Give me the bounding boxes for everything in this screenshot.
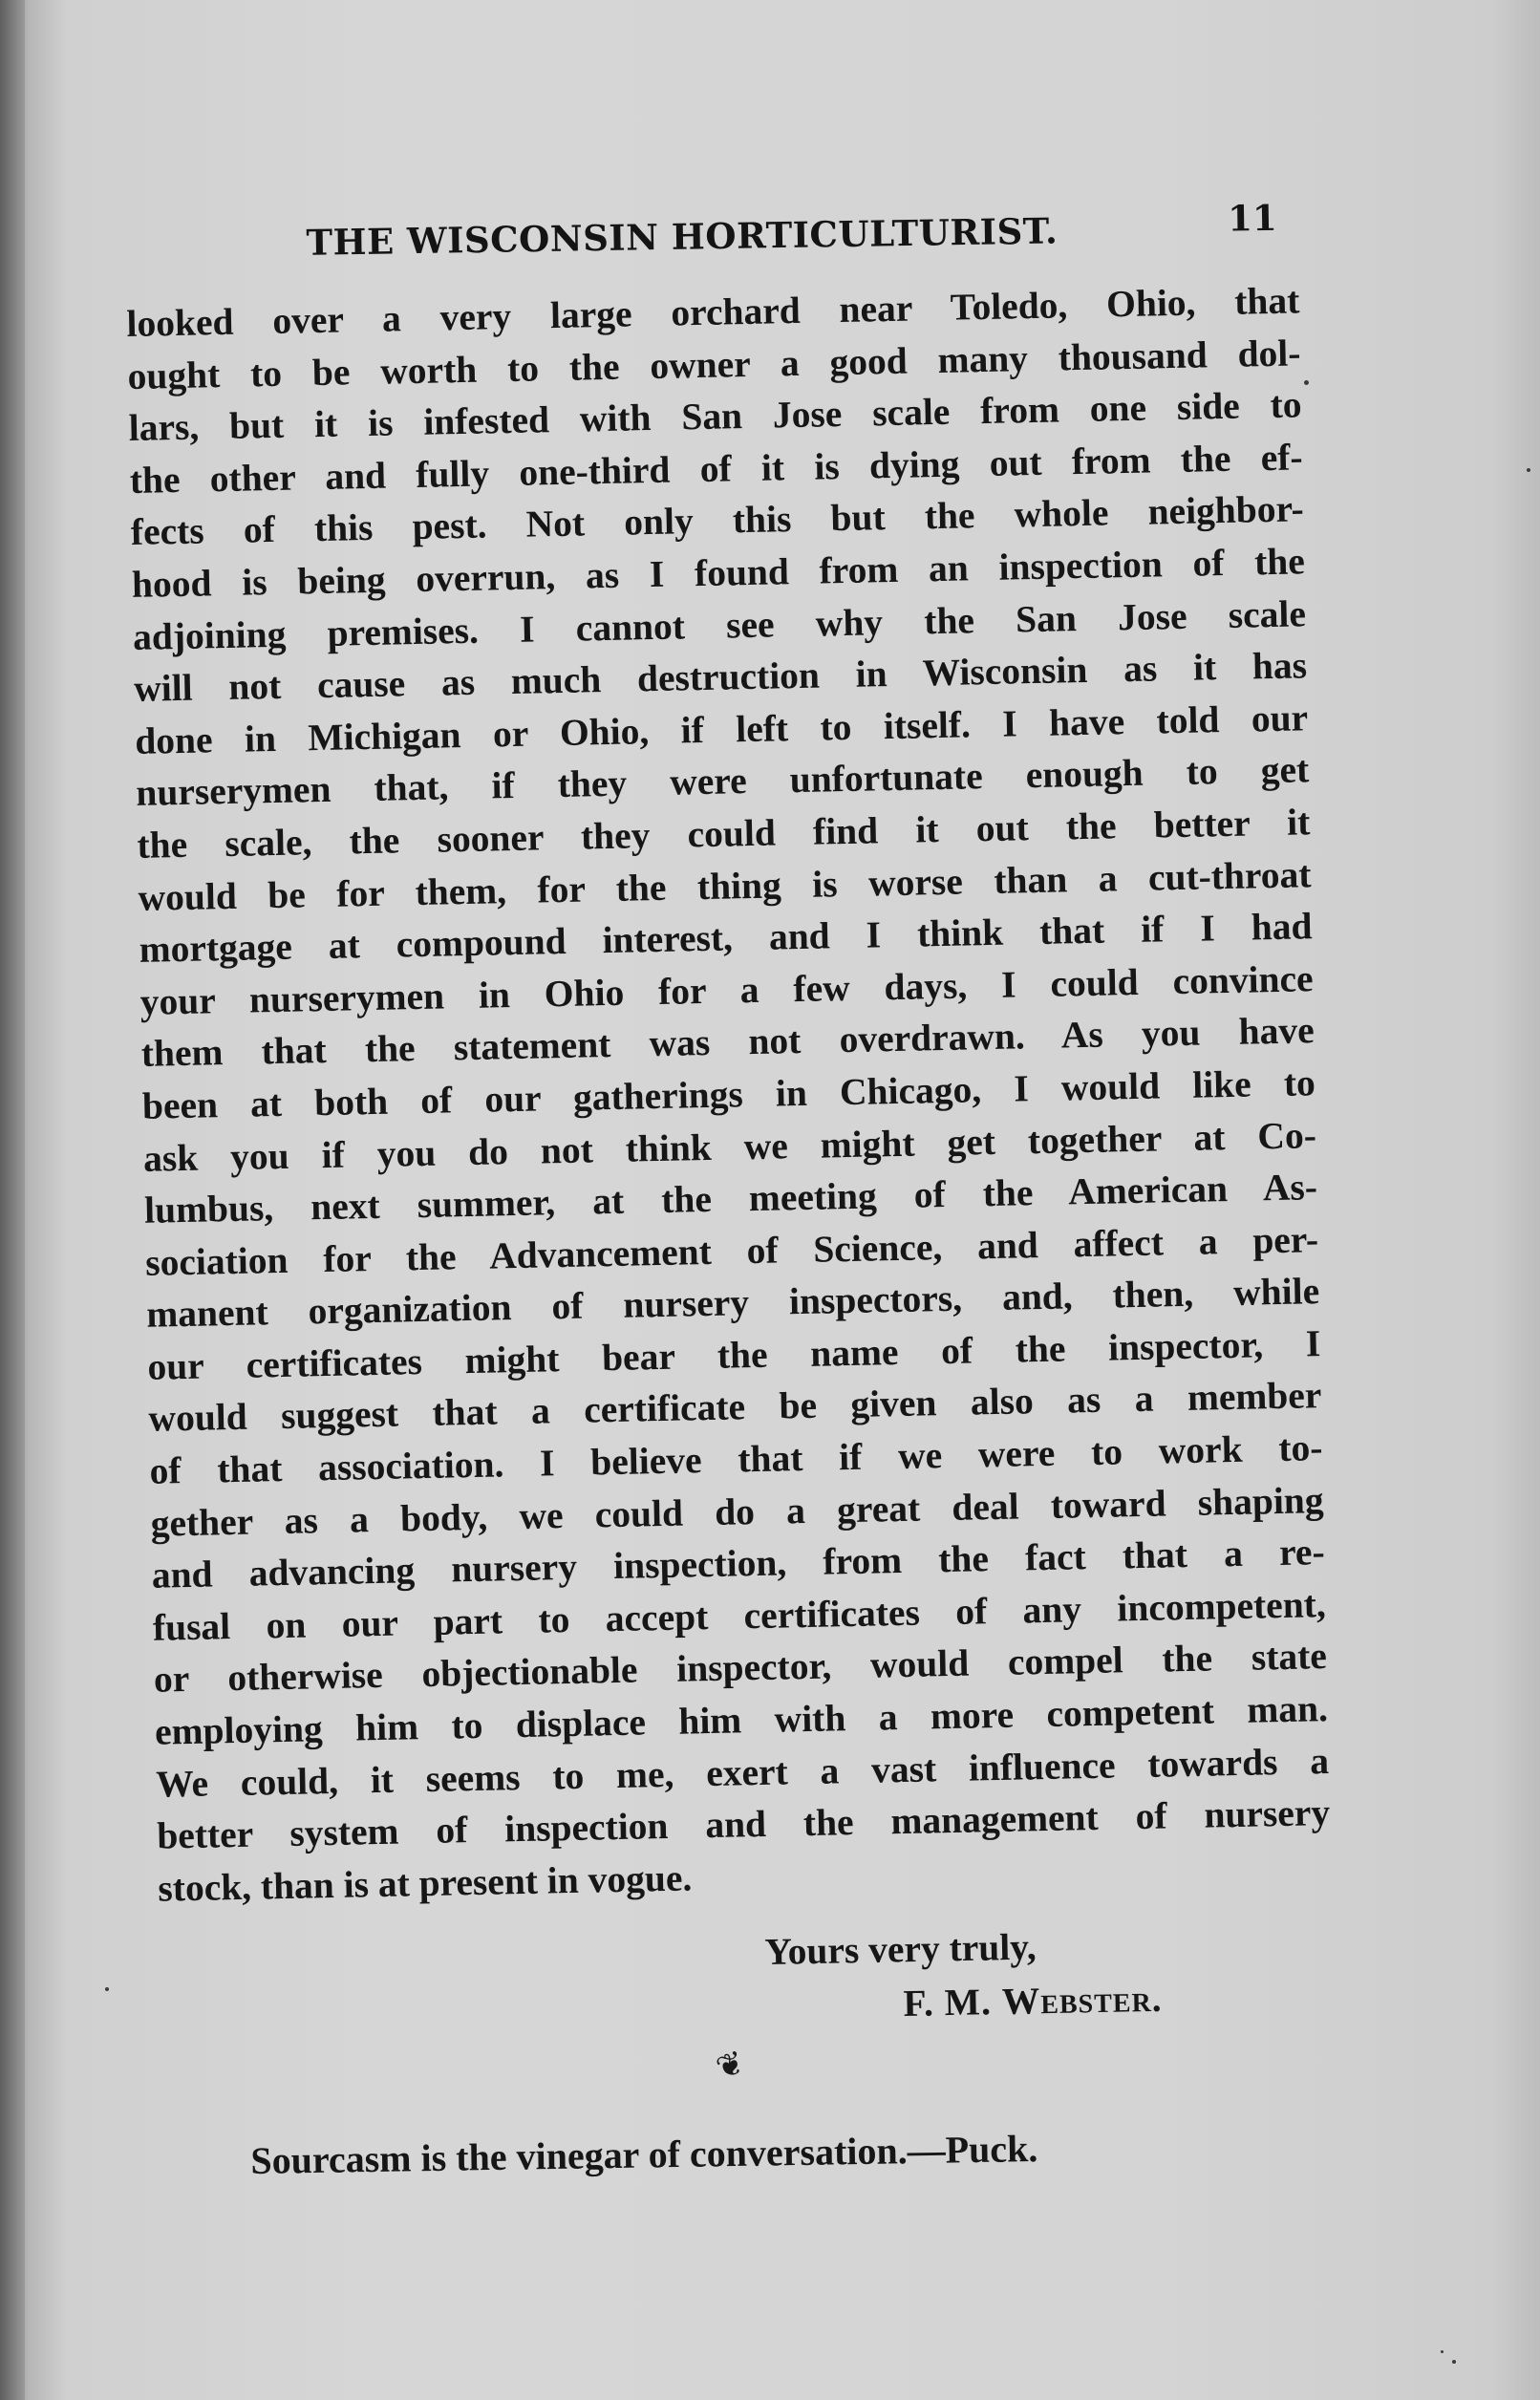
print-speck xyxy=(1304,380,1309,385)
text-line: will not cause as much destruction in Wisconsin as it has xyxy=(133,644,1308,711)
text-line: manent organization of nursery inspectors, and, then, while xyxy=(145,1270,1320,1337)
letter-signature xyxy=(903,1972,1381,2025)
text-line: ought to be worth to the owner a good many thousand dol- xyxy=(127,331,1301,397)
text-line: done in Michigan or Ohio, if left to itself. I have told our xyxy=(134,696,1309,762)
text-line: would suggest that a certificate be given also as a member xyxy=(148,1374,1322,1441)
text-line: of that association. I believe that if we were to work to- xyxy=(149,1426,1323,1492)
text-line: your nurserymen in Ohio for a few days, I could convince xyxy=(139,956,1314,1023)
text-line: or otherwise objectionable inspector, would compel the state xyxy=(153,1635,1328,1702)
page-number: 11 xyxy=(1227,196,1278,240)
letter-body xyxy=(126,274,1332,1915)
print-speck xyxy=(105,1987,109,1991)
text-line: fusal on our part to accept certificates of any incompetent, xyxy=(152,1582,1327,1649)
letter-closing: Yours very truly, xyxy=(764,1925,1037,1973)
text-line: been at both of our gatherings in Chicago, I would like to xyxy=(141,1061,1316,1127)
running-title: THE WISCONSIN HORTICULTURIST. xyxy=(306,209,1059,264)
text-line: our certificates might bear the name of the inspector, I xyxy=(147,1322,1321,1388)
text-line: adjoining premises. I cannot see why the San Jose scale xyxy=(132,591,1307,658)
text-line: them that the statement was not overdrawn. As you have xyxy=(140,1009,1315,1076)
text-line: gether as a body, we could do a great deal toward shaping xyxy=(150,1478,1324,1545)
print-speck xyxy=(1527,468,1530,472)
text-line: better system of inspection and the management of nursery xyxy=(156,1791,1331,1857)
book-spine-shadow xyxy=(0,0,25,2400)
text-line: looked over a very large orchard near Toledo, Ohio, that xyxy=(126,279,1300,345)
text-line: would be for them, for the thing is worse than a cut-throat xyxy=(138,852,1312,919)
text-line: and advancing nursery inspection, from the fact that a re- xyxy=(151,1531,1326,1596)
fleuron-ornament-icon: ❦ xyxy=(711,2043,750,2089)
text-line: stock, than is at present in vogue. xyxy=(157,1856,693,1910)
print-speck xyxy=(1441,2350,1444,2353)
page-header xyxy=(296,196,1278,269)
text-line: nurserymen that, if they were unfortunate enough to get xyxy=(135,748,1310,815)
filler-quote: Sourcasm is the vinegar of conversation.—Puck. xyxy=(250,2127,1038,2182)
text-line: lars, but it is infested with San Jose scale from one side to xyxy=(128,383,1302,450)
signature-surname: Webster. xyxy=(1001,1977,1163,2024)
text-line: fects of this pest. Not only this but the whole neighbor- xyxy=(130,487,1305,554)
text-line: hood is being overrun, as I found from an inspection of the xyxy=(131,540,1306,606)
text-line: sociation for the Advancement of Science, and affect a per- xyxy=(144,1217,1319,1284)
text-line: lumbus, next summer, at the meeting of the American As- xyxy=(143,1166,1318,1232)
text-line: employing him to displace him with a more competent man. xyxy=(154,1687,1329,1753)
text-line: the other and fully one-third of it is dying out from the ef- xyxy=(129,436,1304,502)
print-speck xyxy=(1452,2360,1456,2364)
text-line: the scale, the sooner they could find it out the better it xyxy=(137,801,1311,867)
text-line: mortgage at compound interest, and I think that if I had xyxy=(139,905,1313,971)
signature-initials: F. M. xyxy=(903,1981,993,2025)
text-line: ask you if you do not think we might get together at Co- xyxy=(142,1113,1317,1180)
text-line: We could, it seems to me, exert a vast influence towards a xyxy=(155,1739,1330,1806)
